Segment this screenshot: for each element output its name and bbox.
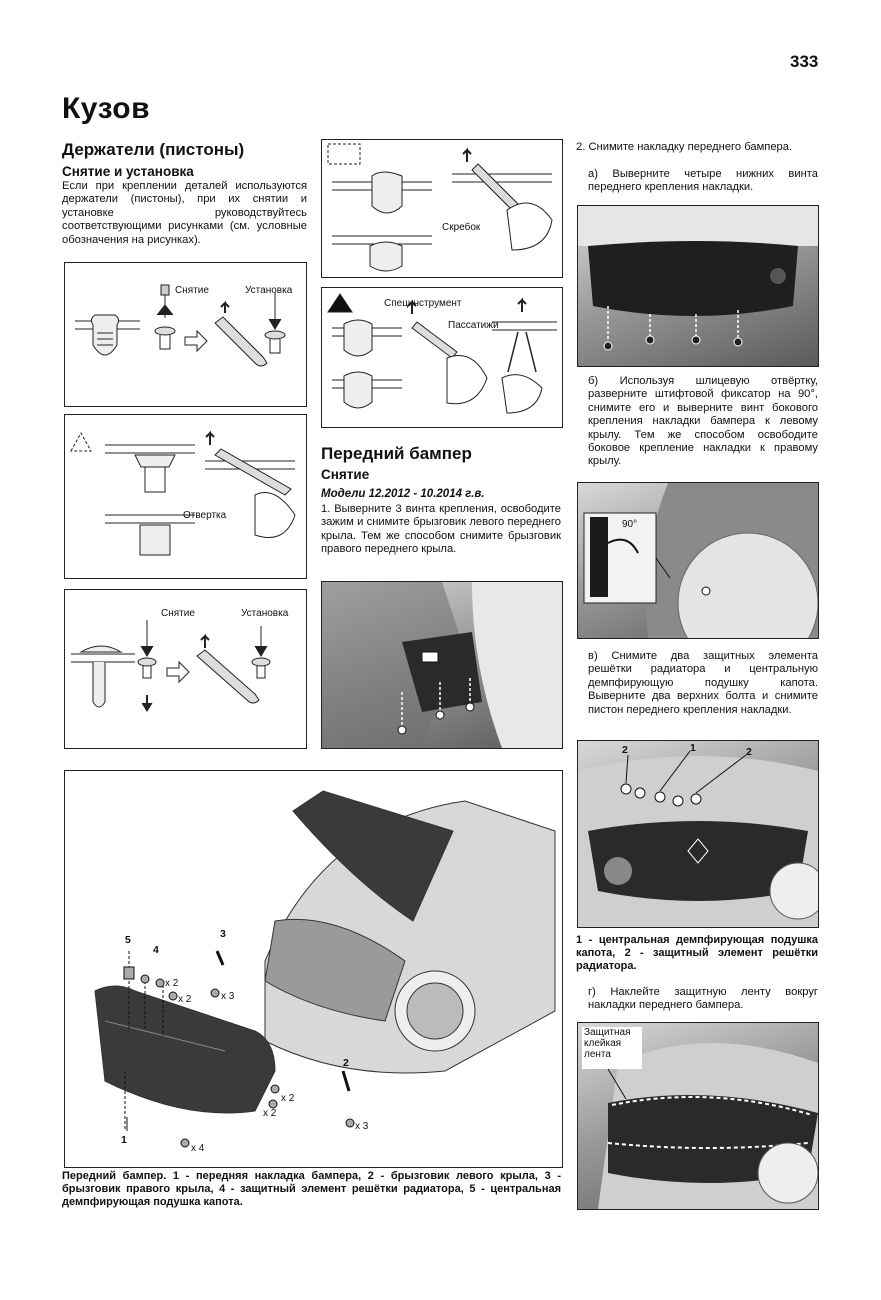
scraper-diagram [322,140,562,277]
clip-figure-3 [64,589,307,749]
side-fastener-sketch [578,483,818,638]
grille-callout-2a: 2 [622,744,628,756]
clip-diagram-2 [65,415,306,578]
holders-subheading: Снятие и установка [62,164,194,179]
lower-screws-sketch [578,206,818,366]
clip-diagram-1 [65,263,306,406]
fig3-install-label: Установка [241,608,289,619]
clip-figure-1 [64,262,307,407]
front-bumper-heading: Передний бампер [321,444,472,463]
grille-caption: 1 - центральная демпфирующая подушка капота, 2 - защитный элемент решётки радиатора. [576,934,818,973]
qty-x3-b: x 3 [355,1121,369,1132]
mudguard-photo [321,581,563,749]
fig3-removal-label: Снятие [161,608,195,619]
side-fastener-photo [577,482,819,639]
tape-photo [577,1022,819,1210]
models-range: Модели 12.2012 - 10.2014 г.в. [321,488,485,500]
special-tool-label: Специнструмент [384,298,462,309]
clip-diagram-3 [65,590,306,748]
clip-figure-scraper [321,139,563,278]
mudguard-sketch [322,582,562,748]
holders-heading: Держатели (пистоны) [62,140,245,159]
step2b-text: б) Используя шлицевую отвёртку, разверните штифтовой фиксатор на 90°, снимите его и выверните винт бокового крепления накладки бампера к левому крылу. Тем же способом освободите боковое крепление накладки к правому крылу. [588,375,818,468]
grille-callout-2b: 2 [746,746,752,758]
holders-text: Если при креплении деталей используются держатели (пистоны), при их снятии и установке руководствуйтесь соответствующими рисунками (см. условные обозначения на рисунках). [62,180,307,246]
clip-figure-special-tool [321,287,563,428]
qty-x2-a: x 2 [165,978,179,989]
chapter-title: Кузов [62,92,151,125]
scraper-label: Скребок [442,222,481,233]
tape-label: Защитная клейкая лента [584,1027,631,1060]
step2-text: 2. Снимите накладку переднего бампера. [576,141,793,153]
callout-2: 2 [343,1057,349,1069]
special-tool-diagram [322,288,562,427]
grille-callout-1: 1 [690,742,696,754]
fig1-removal-label: Снятие [175,285,209,296]
bumper-caption: Передний бампер. 1 - передняя накладка бампера, 2 - брызговик левого крыла, 3 - брызговик правого крыла, 4 - защитный элемент решётки радиатора, 5 - центральная демпфирующая подушка капота. [62,1170,561,1209]
lower-screws-photo [577,205,819,367]
front-bumper-subheading: Снятие [321,467,370,482]
callout-5: 5 [125,934,131,946]
clip-figure-2 [64,414,307,579]
grille-photo [577,740,819,928]
bumper-exploded-diagram [65,771,562,1167]
step2c-text: в) Снимите два защитных элемента решётки радиатора и центральную демпфирующую подушку капота. Выверните два верхних болта и снимите пистон переднего крепления накладки. [588,650,818,716]
fig1-install-label: Установка [245,285,293,296]
grille-sketch [578,741,818,927]
angle-label: 90° [622,519,638,530]
page-number: 333 [790,52,819,71]
callout-1: 1 [121,1134,127,1146]
step2d-text: г) Наклейте защитную ленту вокруг накладки переднего бампера. [588,986,818,1012]
pliers-label: Пассатижи [448,320,499,331]
qty-x2-d: x 2 [263,1108,277,1119]
callout-3: 3 [220,928,226,940]
qty-x2-b: x 2 [178,994,192,1005]
front-bumper-step1: 1. Выверните 3 винта крепления, освободите зажим и снимите брызговик левого переднего крыла. Тем же способом снимите брызговик правого переднего крыла. [321,503,561,556]
callout-4: 4 [153,944,159,956]
fig2-screwdriver-label: Отвертка [183,510,227,521]
qty-x2-c: x 2 [281,1093,295,1104]
qty-x4: x 4 [191,1143,205,1154]
qty-x3-a: x 3 [221,991,235,1002]
step2a-text: а) Выверните четыре нижних винта переднего крепления накладки. [588,168,818,194]
bumper-exploded-figure [64,770,563,1168]
